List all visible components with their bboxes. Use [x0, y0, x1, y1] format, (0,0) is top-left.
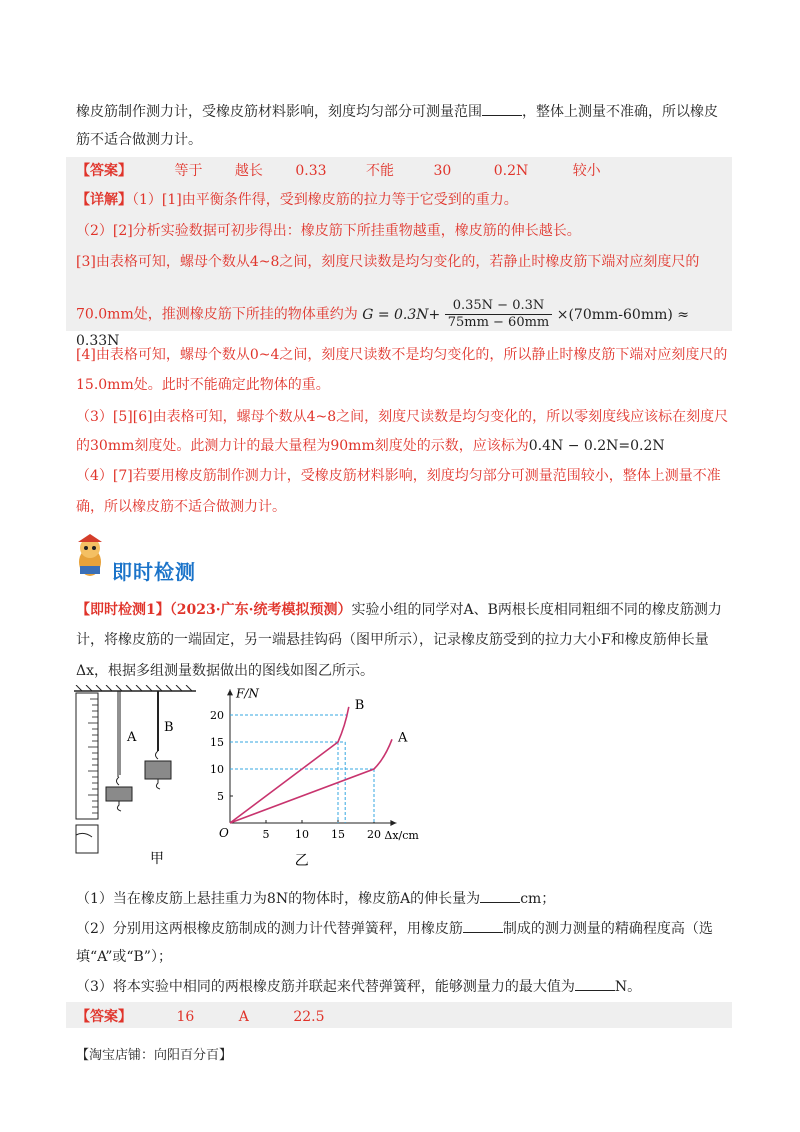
detail-p5a: （3）[5][6]由表格可知，螺母个数从4~8之间，刻度尺读数是均匀变化的，所以零刻度线应该标在刻度尺	[76, 409, 729, 425]
answer-value: 16	[176, 1009, 195, 1025]
x-axis-arrow	[390, 820, 396, 826]
series-line-b	[230, 707, 349, 823]
series-line-a	[230, 739, 392, 823]
y-tick-label: 20	[210, 709, 224, 722]
series-label-b: B	[354, 697, 365, 713]
detail-p2: （2）[2]分析实验数据可初步得出：橡皮筋下所挂重物越重，橡皮筋的伸长越长。	[76, 223, 581, 239]
answer-value: 0.33	[295, 163, 327, 179]
answer-value: 0.2N	[493, 163, 529, 179]
x-tick-label: 20	[367, 828, 381, 841]
y-axis-label: F/N	[236, 688, 259, 701]
answer-blank[interactable]	[482, 101, 522, 116]
formula-g: G = 0.3N+ $\frac{0.35N - 0.3N}{75mm - 60mm}$ ×(70mm-60mm) ≈ 0.33N	[76, 298, 690, 349]
x-tick-label: 10	[295, 828, 309, 841]
answer-row-2	[76, 1006, 324, 1026]
figure-yi-chart	[205, 688, 455, 868]
band-a-label: A	[127, 730, 137, 745]
answer-value: 等于	[174, 163, 203, 179]
sub-question-3: （3）将本实验中相同的两根橡皮筋并联起来代替弹簧秤，能够测量力的最大值为 N。	[76, 976, 726, 997]
answer-value: 较小	[572, 163, 601, 179]
figure-caption-yi: 乙	[294, 853, 309, 868]
answer-label: 【答案】	[76, 1009, 132, 1025]
sub-question-2: （2）分别用这两根橡皮筋制成的测力计代替弹簧秤，用橡皮筋 制成的测力测量的精确程度高（选	[76, 918, 736, 939]
figure-jia	[70, 685, 200, 870]
y-tick-label: 10	[210, 763, 224, 776]
question-line-2: 计，将橡皮筋的一端固定，另一端悬挂钩码（图甲所示），记录橡皮筋受到的拉力大小F和橡皮筋伸长量	[76, 632, 709, 648]
y-axis-arrow	[227, 689, 233, 695]
y-tick-label: 5	[217, 790, 224, 803]
detail-p4a: [4]由表格可知，螺母个数从0~4之间，刻度尺读数不是均匀变化的，所以静止时橡皮筋下端对应刻度尺的	[76, 347, 728, 363]
footer-shop: 【淘宝店铺：向阳百分百】	[76, 1048, 233, 1063]
answer-row-1	[76, 160, 601, 180]
origin-label: O	[219, 826, 229, 840]
detail-p1: 【详解】（1）[1]由平衡条件得，受到橡皮筋的拉力等于它受到的重力。	[76, 192, 518, 208]
answer-blank[interactable]	[463, 918, 503, 933]
question-line-3: Δx，根据多组测量数据做出的图线如图乙所示。	[76, 663, 375, 679]
detail-p4b: 15.0mm处。此时不能确定此物体的重。	[76, 377, 330, 393]
detail-p6a: （4）[7]若要用橡皮筋制作测力计，受橡皮筋材料影响，刻度均匀部分可测量范围较小，整体上测量不准	[76, 468, 721, 484]
section-title: 即时检测	[112, 560, 196, 584]
answer-blank[interactable]	[480, 888, 520, 903]
answer-value: 越长	[234, 163, 263, 179]
answer-blank[interactable]	[575, 976, 615, 991]
y-tick-label: 15	[210, 736, 224, 749]
sub-question-1: （1）当在橡皮筋上悬挂重力为8N的物体时，橡皮筋A的伸长量为 cm；	[76, 888, 726, 909]
detail-p3b: 70.0mm处，推测橡皮筋下所挂的物体重约为 G = 0.3N+ $\frac{0.35N - 0.3N}{75mm - 60mm}$ ×(70mm-60mm) ≈ 0.33N	[76, 298, 690, 349]
formula-range: 0.4N − 0.2N=0.2N	[528, 438, 665, 454]
sub-question-2-cont: 填“A”或“B”）；	[76, 949, 172, 965]
question-line-1: 【即时检测1】（2023·广东·统考模拟预测）实验小组的同学对A、B两根长度相同粗细不同的橡皮筋测力	[76, 602, 722, 618]
answer-value: 22.5	[293, 1009, 325, 1025]
figure-caption-jia: 甲	[150, 851, 164, 867]
detail-p3a: [3]由表格可知，螺母个数从4~8之间，刻度尺读数是均匀变化的，若静止时橡皮筋下端对应刻度尺的	[76, 254, 700, 270]
answer-value: 不能	[365, 163, 394, 179]
detail-p6b: 确，所以橡皮筋不适合做测力计。	[76, 499, 286, 515]
intro-line-1: 橡皮筋制作测力计，受橡皮筋材料影响，刻度均匀部分可测量范围 ，整体上测量不准确，所以橡皮	[76, 101, 726, 122]
band-b-label: B	[164, 720, 174, 735]
answer-value: A	[238, 1009, 249, 1025]
answer-label: 【答案】	[76, 163, 132, 179]
series-label-a: A	[398, 730, 408, 746]
x-tick-label: 5	[262, 828, 270, 841]
mascot-icon	[70, 532, 110, 580]
x-axis-label: Δx/cm	[384, 829, 419, 842]
x-tick-label: 15	[331, 828, 345, 841]
detail-p5b: 的30mm刻度处。此测力计的最大量程为90mm刻度处的示数，应该标为0.4N − 0.2N=0.2N	[76, 438, 665, 454]
intro-line-2: 筋不适合做测力计。	[76, 132, 202, 148]
answer-value: 30	[433, 163, 452, 179]
